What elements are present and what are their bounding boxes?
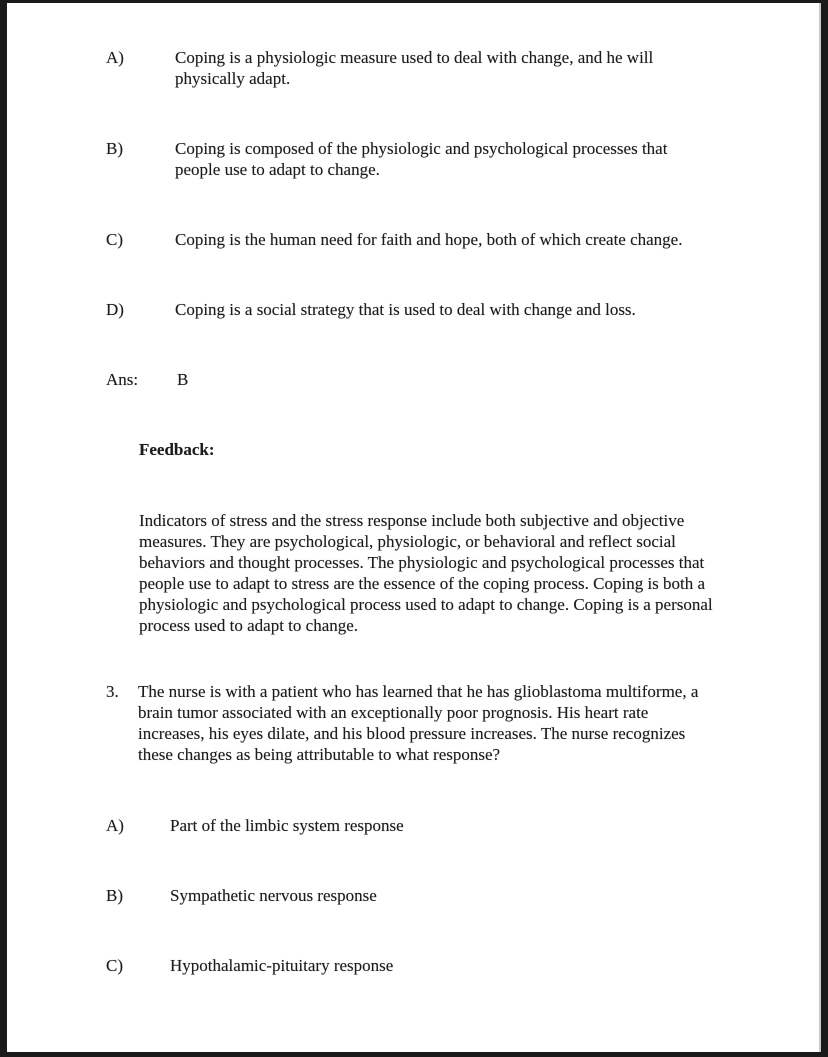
option-text	[170, 885, 789, 906]
feedback-line: people use to adapt to stress are the essence of the coping process. Coping is both a	[139, 574, 706, 593]
question-item-3	[106, 681, 789, 765]
answer-option-b	[106, 885, 789, 906]
answer-option-a	[106, 47, 789, 89]
question-text-line: these changes as being attributable to what response?	[138, 745, 501, 764]
option-text-line: Coping is a social strategy that is used to deal with change and loss.	[175, 300, 636, 319]
feedback-line: measures. They are psychological, physiologic, or behavioral and reflect social	[139, 532, 676, 551]
option-text-line: Coping is composed of the physiologic and psychological processes that	[175, 139, 668, 158]
option-text-line: Sympathetic nervous response	[170, 886, 377, 905]
answer-option-c	[106, 955, 789, 976]
question-text-line: increases, his eyes dilate, and his blood pressure increases. The nurse recognizes	[138, 724, 686, 743]
document-page	[7, 3, 821, 1052]
option-text	[175, 299, 789, 320]
answer-value: B	[177, 370, 189, 389]
option-text	[170, 815, 789, 836]
option-text-line: physically adapt.	[175, 69, 291, 88]
answer-option-d	[106, 299, 789, 320]
option-letter: A)	[106, 816, 124, 835]
option-text	[175, 229, 789, 250]
feedback-line: Indicators of stress and the stress response include both subjective and objective	[139, 511, 685, 530]
option-text-line: Hypothalamic-pituitary response	[170, 956, 394, 975]
feedback-heading: Feedback:	[139, 440, 215, 459]
option-letter: B)	[106, 139, 123, 158]
option-letter: B)	[106, 886, 123, 905]
option-text-line: people use to adapt to change.	[175, 160, 380, 179]
question-text	[138, 681, 789, 765]
option-letter: D)	[106, 300, 124, 319]
option-text-line: Part of the limbic system response	[170, 816, 404, 835]
answer-label: Ans:	[106, 370, 139, 389]
feedback-paragraph	[139, 510, 729, 636]
question-number: 3.	[106, 682, 119, 701]
feedback-line: process used to adapt to change.	[139, 616, 359, 635]
option-text	[175, 47, 789, 89]
option-text-line: Coping is a physiologic measure used to deal with change, and he will	[175, 48, 654, 67]
question-text-line: brain tumor associated with an exceptionally poor prognosis. His heart rate	[138, 703, 649, 722]
answer-option-a	[106, 815, 789, 836]
option-text-line: Coping is the human need for faith and hope, both of which create change.	[175, 230, 683, 249]
feedback-line: physiologic and psychological process used to adapt to change. Coping is a personal	[139, 595, 713, 614]
option-letter: A)	[106, 48, 124, 67]
option-text	[175, 138, 789, 180]
answer-option-c	[106, 229, 789, 250]
question-text-line: The nurse is with a patient who has learned that he has glioblastoma multiforme, a	[138, 682, 699, 701]
answer-option-b	[106, 138, 789, 180]
feedback-line: behaviors and thought processes. The physiologic and psychological processes that	[139, 553, 705, 572]
option-letter: C)	[106, 230, 123, 249]
option-letter: C)	[106, 956, 123, 975]
answer-row	[106, 369, 789, 390]
option-text	[170, 955, 789, 976]
